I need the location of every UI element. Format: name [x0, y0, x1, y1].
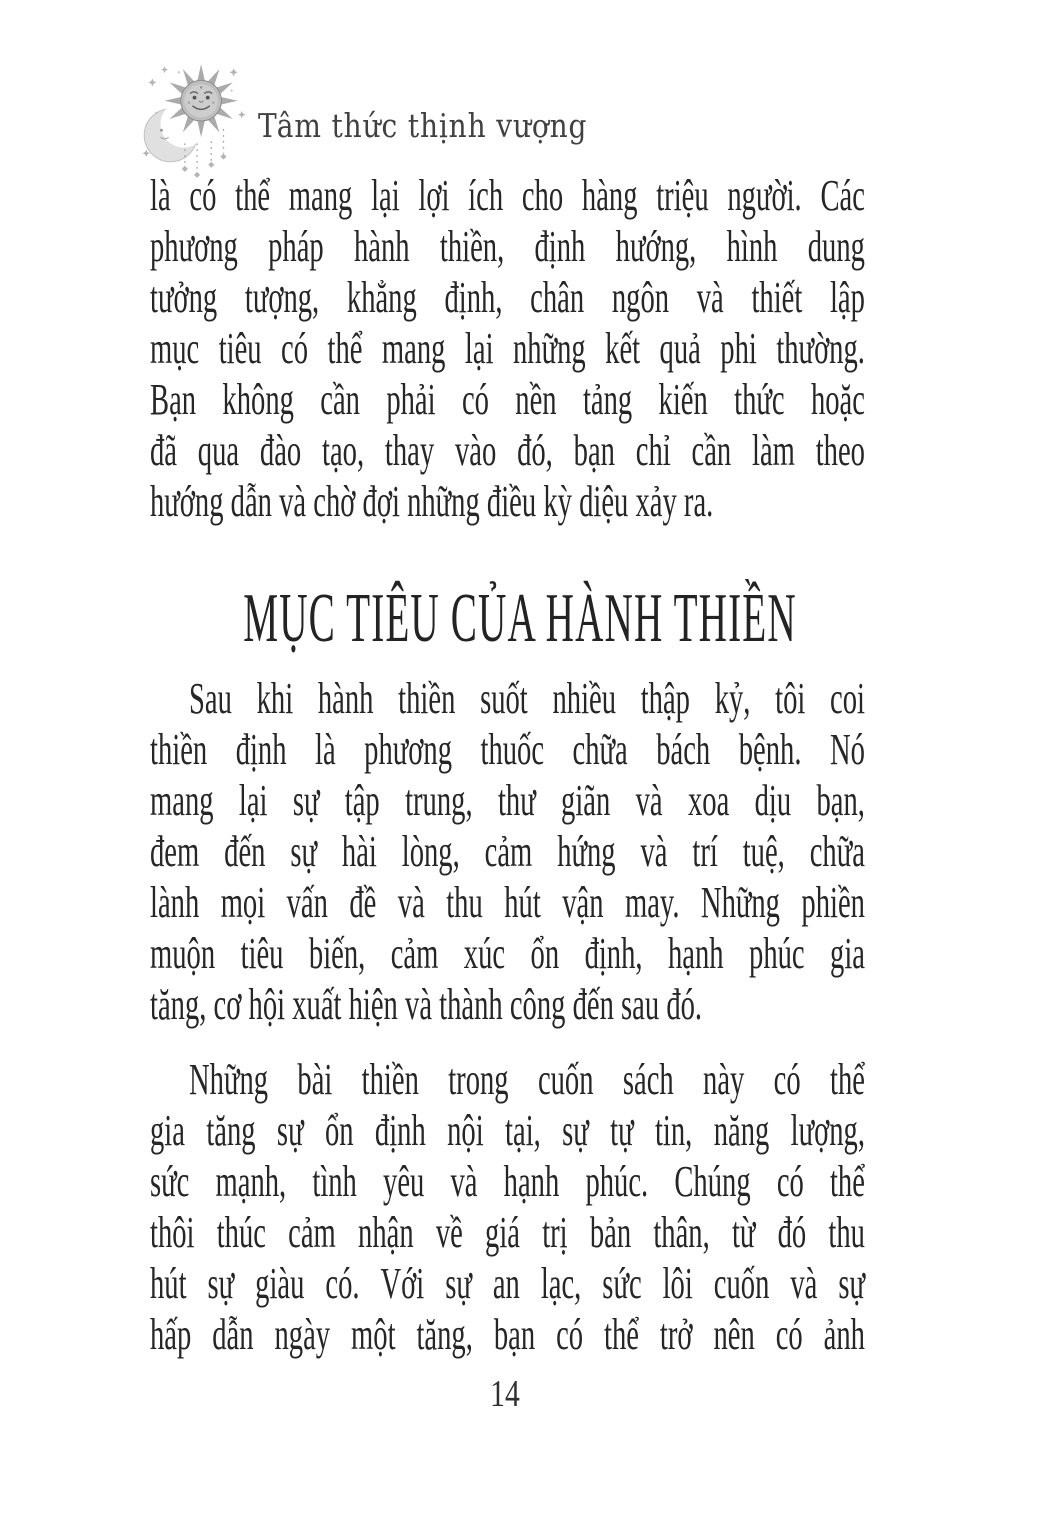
- text-line: Bạn không cần phải có nền tảng kiến thức hoặc: [150, 375, 865, 424]
- text-line: là có thể mang lại lợi ích cho hàng triệu người. Các: [150, 171, 865, 220]
- text-line: Những bài thiền trong cuốn sách này có thể: [189, 1055, 865, 1104]
- text-line: sức mạnh, tình yêu và hạnh phúc. Chúng có thể: [150, 1157, 865, 1206]
- body-text-block-top: [150, 170, 865, 527]
- text-line: gia tăng sự ổn định nội tại, sự tự tin, năng lượng,: [150, 1106, 865, 1155]
- page-header: [134, 56, 645, 180]
- page-number: 14: [490, 1373, 520, 1415]
- paragraph: [150, 1054, 865, 1360]
- text-line: đem đến sự hài lòng, cảm hứng và trí tuệ, chữa: [150, 827, 865, 876]
- text-line: hấp dẫn ngày một tăng, bạn có thể trở nên có ảnh: [150, 1310, 865, 1359]
- text-line: phương pháp hành thiền, định hướng, hình dung: [150, 222, 865, 271]
- text-line: mục tiêu có thể mang lại những kết quả phi thường.: [150, 324, 865, 373]
- body-text-block-bottom: [150, 673, 865, 1360]
- text-line: muộn tiêu biến, cảm xúc ổn định, hạnh phúc gia: [150, 929, 865, 978]
- sun-and-crescent-moon-icon: [134, 56, 254, 180]
- text-line: hút sự giàu có. Với sự an lạc, sức lôi cuốn và sự: [150, 1259, 865, 1308]
- text-line: mang lại sự tập trung, thư giãn và xoa dịu bạn,: [150, 776, 865, 825]
- text-line: đã qua đào tạo, thay vào đó, bạn chỉ cần làm theo: [150, 426, 865, 475]
- text-line: tăng, cơ hội xuất hiện và thành công đến sau đó.: [150, 980, 703, 1029]
- text-line: lành mọi vấn đề và thu hút vận may. Những phiền: [150, 878, 865, 927]
- book-title-header: Tâm thức thịnh vượng: [258, 105, 588, 145]
- text-line: thôi thúc cảm nhận về giá trị bản thân, từ đó thu: [150, 1208, 865, 1257]
- text-line: thiền định là phương thuốc chữa bách bệnh. Nó: [150, 725, 865, 774]
- paragraph: [150, 170, 865, 527]
- text-line: Sau khi hành thiền suốt nhiều thập kỷ, tôi coi: [189, 674, 865, 723]
- text-line: tưởng tượng, khẳng định, chân ngôn và thiết lập: [150, 273, 865, 322]
- paragraph: [150, 673, 865, 1030]
- section-heading: MỤC TIÊU CỦA HÀNH THIỀN: [243, 580, 797, 657]
- text-line: hướng dẫn và chờ đợi những điều kỳ diệu xảy ra.: [150, 477, 714, 526]
